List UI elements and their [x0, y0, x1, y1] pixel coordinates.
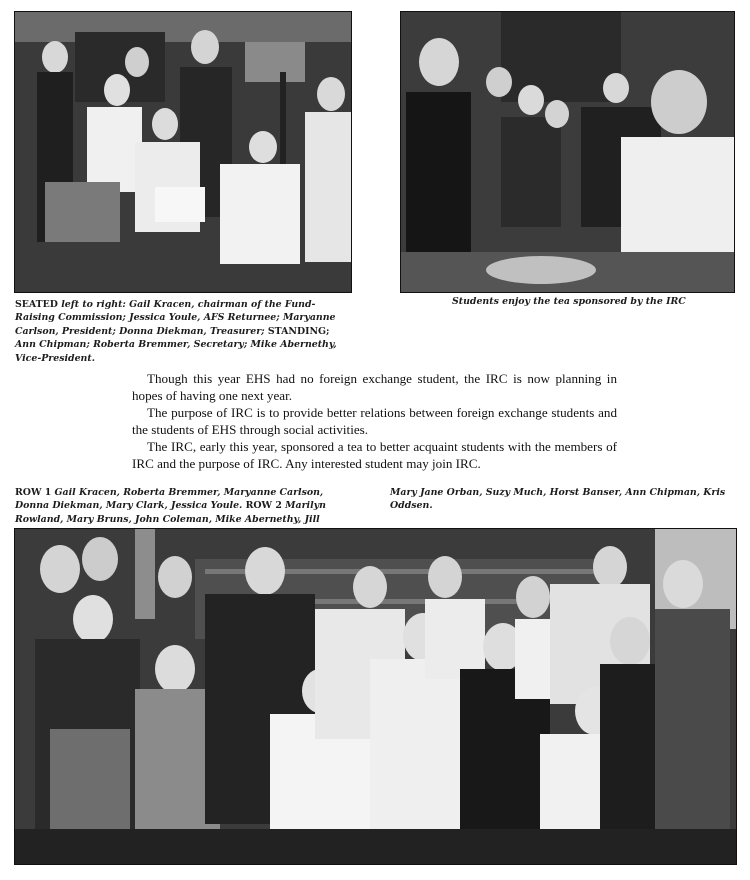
photo-group	[14, 528, 737, 865]
row2-text: Marilyn Rowland, Mary Bruns, John Coleman, Mike Abernethy, Jill	[15, 500, 326, 525]
paragraph-3: The IRC, early this year, sponsored a tea to better acquaint students with the members of IRC and the purpose of IRC. Any interested student may join IRC.	[132, 439, 617, 471]
caption-tea	[452, 295, 722, 308]
article-body	[132, 370, 617, 472]
paragraph-1: Though this year EHS had no foreign exchange student, the IRC is now planning in hopes of having one next year.	[132, 371, 617, 403]
row2-label: ROW 2	[242, 500, 282, 512]
caption-standing-label: STANDING;	[264, 325, 330, 337]
photo-tea-image	[401, 12, 734, 292]
row2-continued-text: Mary Jane Orban, Suzy Much, Horst Banser, Ann Chipman, Kris Oddsen.	[390, 487, 726, 512]
photo-officers-image	[15, 12, 351, 292]
caption-officers	[15, 298, 353, 365]
row1-label: ROW 1	[15, 487, 52, 498]
row1-text: Gail Kracen, Roberta Bremmer, Maryanne Carlson, Donna Diekman, Mary Clark, Jessica Youle.	[15, 487, 324, 512]
photo-officers	[14, 11, 352, 293]
caption-seated-label: SEATED	[15, 299, 58, 310]
photo-group-image	[15, 529, 736, 864]
caption-seated-text: left to right: Gail Kracen, chairman of the Fund-Raising Commission; Jessica Youle, AFS Returnee; Maryanne Carlson, President; Donna Diekman, Treasurer;	[15, 299, 336, 337]
caption-rows-right	[390, 486, 735, 513]
photo-tea	[400, 11, 735, 293]
paragraph-2: The purpose of IRC is to provide better relations between foreign exchange students and the students of EHS through social activities.	[132, 405, 617, 437]
caption-standing-text: Ann Chipman; Roberta Bremmer, Secretary; Mike Abernethy, Vice-President.	[15, 339, 337, 364]
caption-tea-text: Students enjoy the tea sponsored by the IRC	[452, 296, 686, 307]
